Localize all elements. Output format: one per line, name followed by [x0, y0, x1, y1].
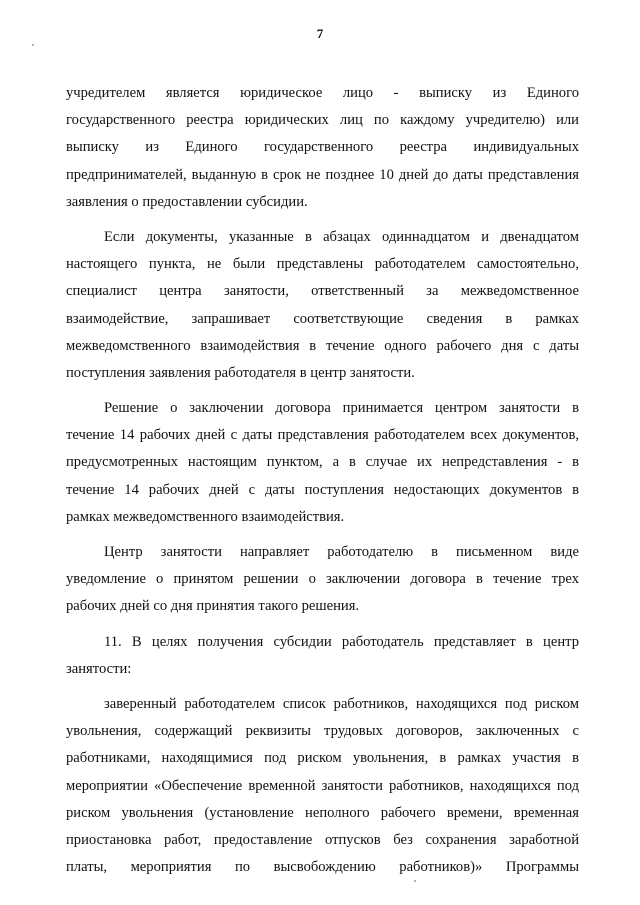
text-line: платы, мероприятия по высвобождению работников)» Программы [66, 859, 579, 876]
text-line: Если документы, указанные в абзацах одиннадцатом и двенадцатом [104, 228, 579, 245]
text-line: межведомственного взаимодействия в течение одного рабочего дня с даты [66, 337, 579, 354]
text-line: выписку из Единого государственного реестра индивидуальных [66, 139, 579, 156]
text-line: поступления заявления работодателя в центр занятости. [66, 364, 415, 381]
text-line: занятости: [66, 660, 132, 677]
text-line: учредителем является юридическое лицо - выписку из Единого [66, 85, 579, 101]
text-line: настоящего пункта, не были представлены работодателем самостоятельно, [66, 256, 579, 273]
text-line: предпринимателей, выданную в срок не позднее 10 дней до даты представления [66, 166, 579, 183]
paragraph-employee-list [66, 691, 579, 881]
scan-speck [414, 880, 416, 882]
text-line: заверенный работодателем список работников, находящихся под риском [104, 695, 579, 712]
paragraph-gap [66, 531, 579, 539]
text-line: уведомление о принятом решении о заключении договора в течение трех [66, 571, 579, 588]
paragraph-contract-decision [66, 395, 579, 531]
text-line: заявления о предоставлении субсидии. [66, 193, 308, 210]
text-line: государственного реестра юридических лиц по каждому учредителю) или [66, 112, 579, 129]
text-line: 11. В целях получения субсидии работодатель представляет в центр [104, 633, 579, 650]
scan-speck [32, 44, 34, 46]
text-line: рабочих дней со дня принятия такого решения. [66, 598, 360, 615]
page-number: 7 [316, 26, 324, 41]
paragraph-gap [66, 387, 579, 395]
text-line: предусмотренных настоящим пунктом, а в случае их непредставления - в [66, 454, 579, 471]
document-body [66, 80, 579, 881]
paragraph-interagency-request [66, 224, 579, 387]
text-line: взаимодействие, запрашивает соответствующие сведения в рамках [66, 310, 579, 327]
text-line: увольнения, содержащий реквизиты трудовых договоров, заключенных с [66, 723, 579, 740]
text-line: течение 14 рабочих дней с даты поступления недостающих документов в [66, 481, 579, 498]
paragraph-notification [66, 539, 579, 621]
text-line: мероприятии «Обеспечение временной занятости работников, находящихся под [66, 777, 579, 794]
text-line: Центр занятости направляет работодателю в письменном виде [104, 544, 579, 560]
text-line: работниками, находящимися под риском увольнения, в рамках участия в [66, 750, 579, 767]
text-line: Решение о заключении договора принимается центром занятости в [104, 400, 579, 417]
paragraph-gap [66, 216, 579, 224]
text-line: рамках межведомственного взаимодействия. [66, 508, 345, 525]
paragraph-gap [66, 683, 579, 691]
text-line: течение 14 рабочих дней с даты представления работодателем всех документов, [66, 427, 579, 444]
paragraph-founder-extract [66, 80, 579, 216]
paragraph-gap [66, 621, 579, 629]
paragraph-clause-11 [66, 629, 579, 683]
text-line: приостановка работ, предоставление отпусков без сохранения заработной [66, 831, 579, 848]
text-line: специалист центра занятости, ответственный за межведомственное [66, 283, 579, 300]
text-line: риском увольнения (установление неполного рабочего времени, временная [66, 804, 579, 821]
